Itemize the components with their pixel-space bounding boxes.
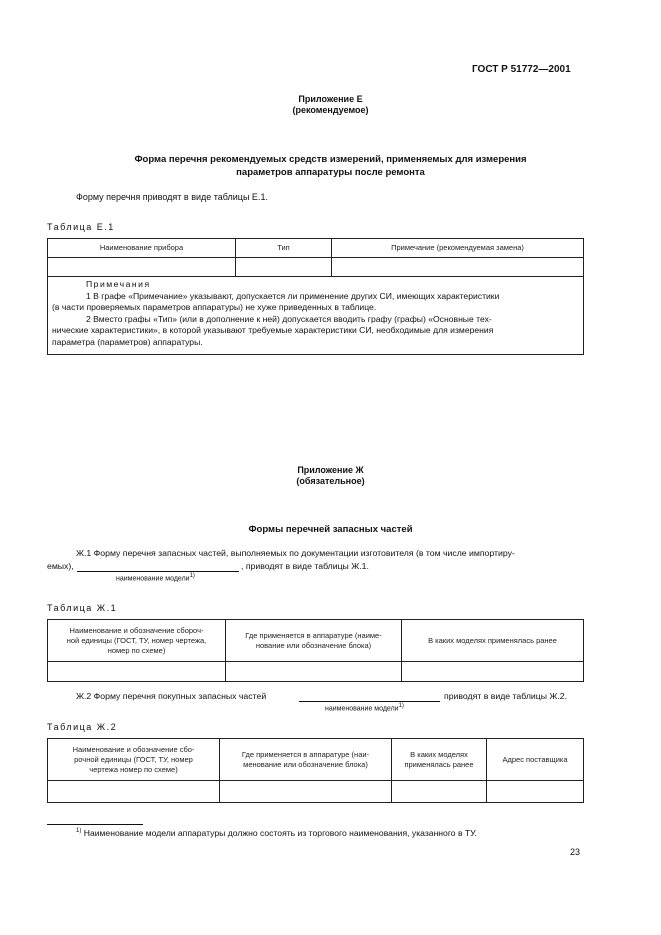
zh2-text-a: Ж.2 Форму перечня покупных запасных частей [76,691,267,701]
table-zh1-cell [48,662,226,682]
table-e1-header-note: Примечание (рекомендуемая замена) [332,239,584,258]
table-e1-cell [48,258,236,277]
appendix-e-intro: Форму перечня приводят в виде таблицы Е.1. [76,192,268,202]
appendix-zh-heading: Формы перечней запасных частей [248,524,413,535]
table-zh2 [47,738,584,803]
table-zh2-header-where: Где применяется в аппаратуре (наи- менование или обозначение блока) [220,739,392,781]
note-1-line-2: (в части проверяемых параметров аппаратуры) не хуже приведенных в таблице. [52,302,377,313]
table-e1-cell [332,258,584,277]
zh2-model-caption: наименование модели$^{1)}$ [325,703,404,713]
table-zh1-header-unit: Наименование и обозначение сбороч- ной единицы (ГОСТ, ТУ, номер чертежа, номер по схеме) [48,620,226,662]
page-number: 23 [570,847,581,857]
zh1-model-caption: наименование модели$^{1)}$ [116,573,195,583]
document-id: ГОСТ Р 51772—2001 [472,64,571,75]
note-2-line-3: параметра (параметров) аппаратуры. [52,336,203,347]
footnote-rule [47,824,143,825]
footnote-mark: 1) [76,828,82,835]
zh1-line-2b: , приводят в виде таблицы Ж.1. [241,561,369,571]
table-e1 [47,238,584,355]
footnote [76,828,477,838]
zh1-line-1: Ж.1 Форму перечня запасных частей, выполняемых по документации изготовителя (в том числе импортиру- [76,548,515,558]
table-zh2-caption: Таблица Ж.2 [47,722,118,732]
table-zh2-cell [487,781,584,803]
note-1-line-1: 1 В графе «Примечание» указывают, допускается ли применение других СИ, имеющих характеристики [86,290,500,301]
appendix-e-heading-1: Форма перечня рекомендуемых средств измерений, применяемых для измерения [134,154,527,165]
table-zh1-caption: Таблица Ж.1 [47,603,118,613]
table-zh2-header-models: В каких моделях применялась ранее [392,739,487,781]
zh1-model-blank [77,561,239,572]
table-zh2-header-supplier: Адрес поставщика [487,739,584,781]
appendix-zh-title: Приложение Ж [297,465,364,475]
appendix-e-heading-2: параметров аппаратуры после ремонта [236,167,425,178]
appendix-e-subtitle: (рекомендуемое) [292,105,369,115]
notes-title: Примечания [86,279,151,289]
table-zh2-cell [48,781,220,803]
footnote-text: Наименование модели аппаратуры должно состоять из торгового наименования, указанного в ТУ. [83,828,477,838]
note-2-line-2: нические характеристики», в которой указывают требуемые характеристики СИ, необходимые для измерения [52,325,494,336]
zh2-model-blank [299,691,440,702]
table-e1-header-type: Тип [236,239,332,258]
table-zh2-header-unit: Наименование и обозначение сбо- рочной единицы (ГОСТ, ТУ, номер чертежа номер по схеме) [48,739,220,781]
table-e1-header-device: Наименование прибора [48,239,236,258]
table-zh1-header-models: В каких моделях применялась ранее [402,620,584,662]
table-zh1-cell [226,662,402,682]
table-zh1-cell [402,662,584,682]
appendix-zh-subtitle: (обязательное) [296,476,365,486]
table-e1-caption: Таблица Е.1 [47,222,115,232]
table-e1-notes [48,277,584,355]
appendix-e-title: Приложение Е [298,94,363,104]
zh1-line-2a: емых), [47,561,74,571]
table-zh1 [47,619,584,682]
table-zh1-header-where: Где применяется в аппаратуре (наиме- нование или обозначение блока) [226,620,402,662]
table-zh2-cell [220,781,392,803]
note-2-line-1: 2 Вместо графы «Тип» (или в дополнение к ней) допускается вводить графу (графы) «Основные тех- [86,313,492,324]
table-e1-cell [236,258,332,277]
zh2-text-b: приводят в виде таблицы Ж.2. [444,691,568,701]
table-zh2-cell [392,781,487,803]
